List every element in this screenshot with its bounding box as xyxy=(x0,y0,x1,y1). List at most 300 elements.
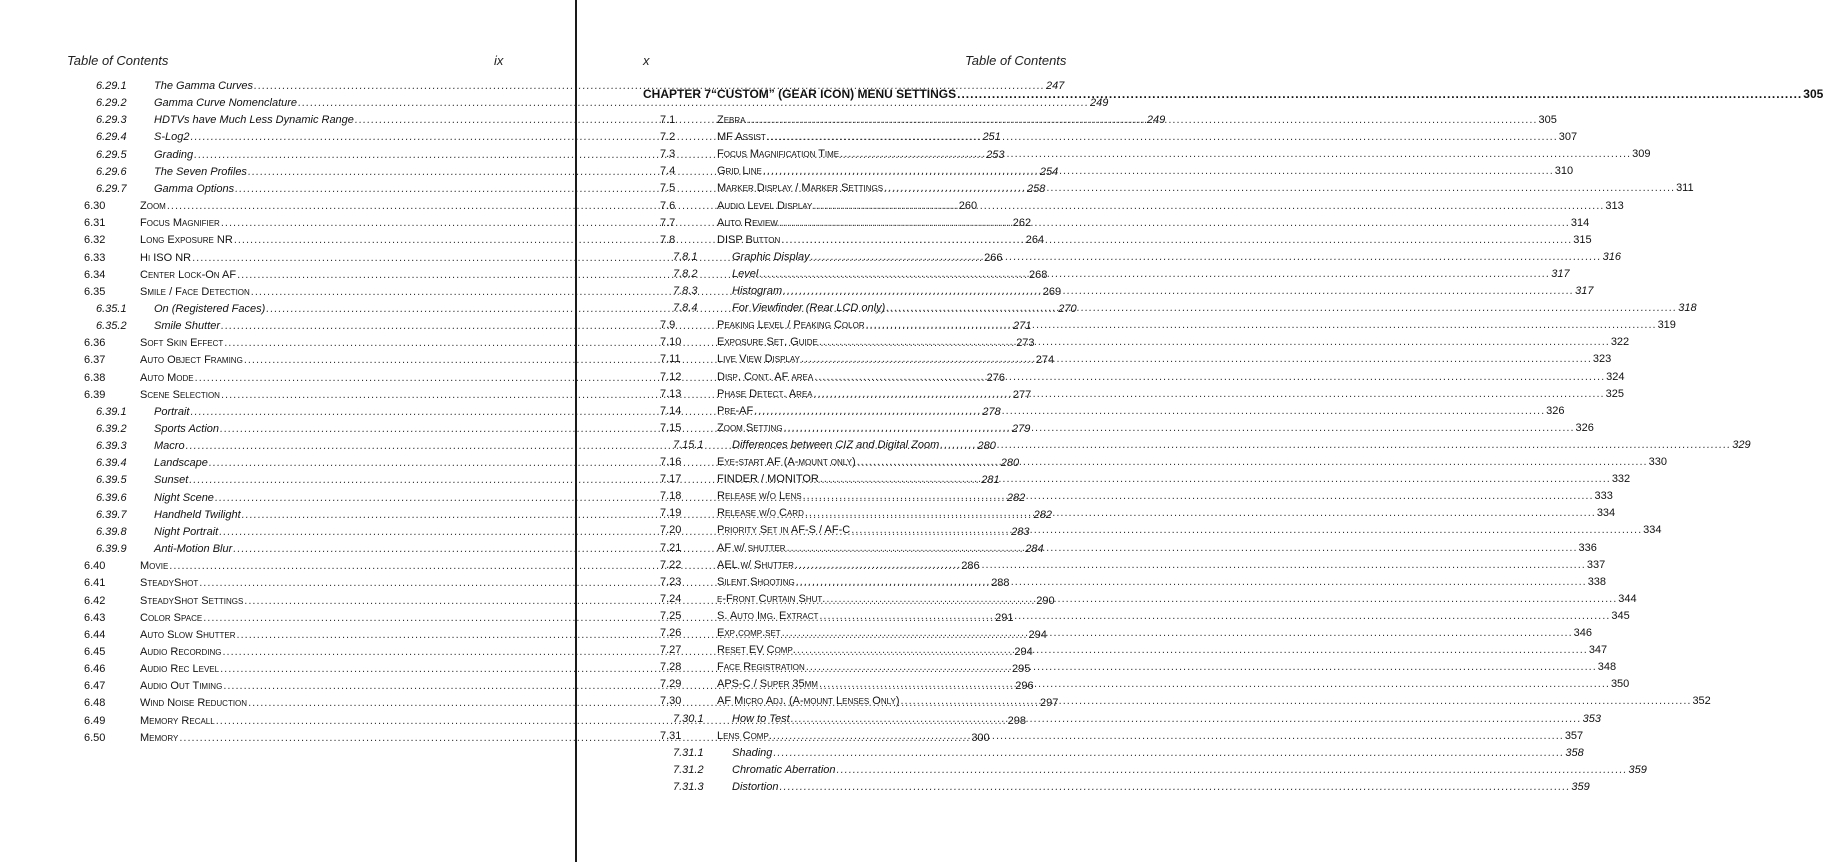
toc-entry-number: 7.14 xyxy=(660,404,682,417)
toc-entry[interactable] xyxy=(673,779,1590,796)
toc-entry-number: 6.29.5 xyxy=(96,148,127,161)
toc-entry-number: 6.29.2 xyxy=(96,97,127,110)
toc-entry-number: 6.41 xyxy=(84,577,106,590)
toc-entry[interactable] xyxy=(673,249,1621,266)
toc-entry-number: 6.35.1 xyxy=(96,302,127,315)
toc-entry-number: 6.39.3 xyxy=(96,440,127,453)
toc-entry-title: Memory xyxy=(140,731,179,744)
dot-leader xyxy=(851,522,1642,539)
toc-entry-title: HDTVs have Much Less Dynamic Range xyxy=(154,114,354,127)
toc-entry-page: 297 xyxy=(1040,697,1059,710)
toc-entry-title: Chromatic Aberration xyxy=(732,763,836,776)
dot-leader xyxy=(747,112,1538,129)
dot-leader xyxy=(857,454,1648,471)
toc-entry-title: Smile / Face Detection xyxy=(140,285,250,298)
toc-entry-title: Focus Magnification Time xyxy=(717,148,840,161)
toc-entry-number: 7.8.2 xyxy=(673,267,698,280)
dot-leader xyxy=(840,146,1631,163)
dot-leader xyxy=(754,403,1545,420)
toc-entry-page: 253 xyxy=(986,148,1005,161)
toc-entry-title: SteadyShot Settings xyxy=(140,594,244,607)
toc-entry-number: 7.27 xyxy=(660,644,682,657)
toc-entry-title: Anti-Motion Blur xyxy=(154,543,233,556)
toc-entry-number: 7.12 xyxy=(660,370,682,383)
toc-entry-title: APS-C / Super 35mm xyxy=(717,678,818,691)
toc-entry[interactable] xyxy=(660,386,1624,403)
toc-entry-title: Sunset xyxy=(154,474,189,487)
toc-entry-number: 6.42 xyxy=(84,594,106,607)
toc-entry-title: Night Scene xyxy=(154,491,214,504)
toc-entry-page: 316 xyxy=(1602,250,1621,263)
toc-entry-number: 6.39.2 xyxy=(96,423,127,435)
toc-entry[interactable] xyxy=(660,351,1612,368)
toc-entry-number: 7.26 xyxy=(660,627,682,639)
toc-entry[interactable] xyxy=(673,745,1584,762)
toc-entry-number: 6.50 xyxy=(84,731,106,744)
toc-entry-title: How to Test xyxy=(732,712,790,725)
toc-entry-page: 273 xyxy=(1016,337,1035,350)
toc-entry-page: 359 xyxy=(1571,780,1590,793)
toc-entry-page: 291 xyxy=(995,611,1014,624)
toc-entry-title: Audio Out Timing xyxy=(140,680,223,693)
toc-entry-page: 332 xyxy=(1611,473,1631,486)
toc-entry[interactable] xyxy=(660,659,1617,676)
toc-entry-page: 334 xyxy=(1643,524,1662,537)
toc-entry-page: 290 xyxy=(1036,594,1055,607)
toc-entry-number: 7.2 xyxy=(660,131,676,144)
toc-entry-title: SteadyShot xyxy=(140,577,199,590)
toc-entry-page: 294 xyxy=(1014,645,1033,658)
toc-entry-number: 7.7 xyxy=(660,216,676,229)
toc-entry-number: 7.31.2 xyxy=(673,763,704,776)
toc-entry-title: Distortion xyxy=(732,780,779,793)
dot-leader xyxy=(819,334,1610,351)
toc-entry-title: AEL w/ Shutter xyxy=(717,558,794,571)
toc-entry[interactable] xyxy=(660,488,1613,505)
toc-entry-title: Live View Display xyxy=(717,353,800,366)
dot-leader xyxy=(886,300,1677,317)
toc-entry-number: 6.32 xyxy=(84,234,106,247)
toc-entry-page: 280 xyxy=(977,440,996,453)
toc-entry-number: 7.8.1 xyxy=(673,250,698,263)
toc-entry[interactable] xyxy=(660,420,1594,437)
toc-entry[interactable] xyxy=(660,557,1606,574)
toc-entry-page: 358 xyxy=(1565,746,1584,759)
toc-entry-page: 269 xyxy=(1042,285,1062,298)
toc-entry-page: 254 xyxy=(1039,165,1059,178)
toc-entry-title: Night Portrait xyxy=(154,525,219,538)
toc-entry-number: 7.29 xyxy=(660,678,682,691)
toc-entry-number: 6.33 xyxy=(84,251,106,264)
dot-leader xyxy=(767,129,1558,146)
dot-leader xyxy=(787,540,1578,557)
toc-entry-page: 313 xyxy=(1605,199,1624,212)
toc-entry[interactable] xyxy=(660,198,1624,215)
toc-entry-number: 6.39.7 xyxy=(96,508,127,521)
toc-entry-page: 276 xyxy=(986,371,1005,384)
toc-entry-page: 286 xyxy=(961,560,980,573)
toc-entry-page: 295 xyxy=(1012,663,1031,676)
toc-entry[interactable] xyxy=(660,522,1662,539)
toc-entry-number: 6.34 xyxy=(84,268,106,281)
dot-leader xyxy=(795,557,1586,574)
toc-entry-number: 6.35 xyxy=(84,285,106,298)
dot-leader xyxy=(763,163,1554,180)
toc-entry-title: Movie xyxy=(140,560,169,573)
dot-leader xyxy=(782,625,1573,642)
toc-entry-title: Landscape xyxy=(154,457,208,470)
toc-entry-page: 305 xyxy=(1538,114,1557,126)
toc-entry[interactable] xyxy=(673,283,1594,300)
toc-entry-number: 6.45 xyxy=(84,645,106,658)
toc-entry-number: 7.17 xyxy=(660,473,682,486)
toc-entry-page: 298 xyxy=(1007,714,1027,727)
toc-entry-title: AF w/ shutter xyxy=(717,541,786,554)
toc-entry-title: Peaking Level / Peaking Color xyxy=(717,319,865,332)
toc-entry-title: Eye-start AF (A-mount only) xyxy=(717,456,856,468)
chapter-title: “CUSTOM” (GEAR ICON) MENU SETTINGS xyxy=(711,87,957,101)
toc-entry-title: Portrait xyxy=(154,405,190,418)
toc-entry[interactable] xyxy=(673,711,1601,728)
toc-entry-page: 315 xyxy=(1573,233,1592,246)
dot-leader xyxy=(806,659,1597,676)
toc-entry[interactable] xyxy=(660,591,1637,608)
toc-entry-title: Focus Magnifier xyxy=(140,217,220,230)
toc-entry-page: 333 xyxy=(1594,490,1613,503)
dot-leader xyxy=(773,745,1564,762)
toc-entry-title: AF Micro Adj. (A-mount Lenses Only) xyxy=(717,695,900,708)
toc-entry-number: 7.16 xyxy=(660,456,682,468)
dot-leader xyxy=(866,317,1657,334)
dot-leader xyxy=(781,232,1572,249)
toc-entry-number: 7.10 xyxy=(660,336,682,349)
toc-entry-number: 7.31.1 xyxy=(673,746,704,759)
toc-entry-number: 6.29.4 xyxy=(96,131,127,144)
toc-entry-number: 6.29.6 xyxy=(96,165,127,178)
toc-entry-title: Silent Shooting xyxy=(717,575,795,588)
toc-entry-page: 322 xyxy=(1610,336,1630,349)
toc-entry-number: 6.39.8 xyxy=(96,525,127,538)
toc-entry[interactable] xyxy=(660,454,1667,471)
dot-leader xyxy=(779,779,1570,796)
toc-entry-title: Zoom xyxy=(140,200,166,213)
toc-entry-title: Auto Review xyxy=(717,216,778,229)
toc-entry-page: 357 xyxy=(1564,729,1584,742)
toc-entry-number: 6.39.5 xyxy=(96,474,127,487)
toc-entry-number: 7.28 xyxy=(660,661,682,674)
toc-entry-number: 7.24 xyxy=(660,592,682,605)
toc-entry[interactable] xyxy=(660,403,1565,420)
dot-leader xyxy=(797,642,1588,659)
toc-entry-number: 6.35.2 xyxy=(96,320,127,333)
toc-entry-title: Release w/o Lens xyxy=(717,490,802,503)
toc-entry-number: 7.25 xyxy=(660,609,682,622)
toc-entry-page: 336 xyxy=(1578,541,1597,554)
dot-leader xyxy=(826,591,1617,608)
toc-entry-title: MF Assist xyxy=(717,131,766,144)
toc-entry-title: Level xyxy=(732,267,759,280)
toc-entry-page: 288 xyxy=(991,577,1010,590)
toc-entry-number: 6.29.3 xyxy=(96,114,127,127)
dot-leader xyxy=(957,87,1802,101)
toc-entry-title: Phase Detect. Area xyxy=(717,387,813,400)
toc-entry-number: 6.29.7 xyxy=(96,182,127,195)
toc-entry-page: 280 xyxy=(1000,457,1020,470)
toc-entry-number: 6.40 xyxy=(84,560,106,573)
toc-entry[interactable] xyxy=(660,540,1597,557)
toc-entry-number: 6.39.4 xyxy=(96,457,127,470)
chapter-number: CHAPTER 7 xyxy=(643,87,712,101)
toc-entry-number: 6.37 xyxy=(84,354,106,367)
toc-entry-page: 350 xyxy=(1610,678,1630,691)
dot-leader xyxy=(784,420,1575,437)
toc-entry-title: Audio Recording xyxy=(140,645,222,658)
toc-entry-number: 6.43 xyxy=(84,611,106,624)
toc-entry-title: Histogram xyxy=(732,285,783,297)
toc-entry-title: Zoom Setting xyxy=(717,421,783,434)
toc-entry-title: Soft Skin Effect xyxy=(140,337,224,350)
toc-entry-title: e-Front Curtain Shut. xyxy=(717,592,826,605)
toc-entry-title: FINDER / MONITOR xyxy=(717,473,819,486)
dot-leader xyxy=(814,369,1605,386)
toc-entry-number: 7.15.1 xyxy=(673,438,704,451)
toc-entry-page: 317 xyxy=(1551,267,1570,280)
toc-entry-number: 7.30 xyxy=(660,695,682,708)
toc-entry[interactable] xyxy=(660,625,1592,642)
toc-entry-number: 7.3 xyxy=(660,148,676,161)
toc-entry[interactable] xyxy=(660,728,1584,745)
toc-entry-title: Release w/o Card xyxy=(717,507,804,520)
toc-entry-page: 281 xyxy=(981,474,1000,487)
toc-entry-title: On (Registered Faces) xyxy=(154,302,266,315)
toc-entry-number: 7.11 xyxy=(660,353,681,366)
toc-entry-title: Gamma Options xyxy=(154,182,235,195)
toc-entry-title: Sports Action xyxy=(154,423,220,435)
toc-entry-title: Audio Rec Level xyxy=(140,663,220,676)
toc-entry-page: 345 xyxy=(1611,609,1630,622)
toc-entry-number: 6.49 xyxy=(84,714,106,727)
toc-entry-number: 7.31 xyxy=(660,729,682,742)
toc-entry-page: 317 xyxy=(1575,285,1594,297)
toc-entry-page: 314 xyxy=(1570,216,1590,229)
toc-entry-number: 7.13 xyxy=(660,387,682,400)
toc-entry-page: 338 xyxy=(1587,575,1607,588)
toc-entry[interactable] xyxy=(660,163,1574,180)
toc-entry-title: Priority Set in AF-S / AF-C xyxy=(717,524,851,537)
toc-entry-page: 323 xyxy=(1592,353,1612,366)
toc-entry-number: 7.9 xyxy=(660,319,676,332)
toc-entry-title: Color Space xyxy=(140,611,203,624)
toc-entry-title: Disp. Cont. AF area xyxy=(717,370,814,383)
toc-entry-number: 7.15 xyxy=(660,421,682,434)
toc-entry-page: 247 xyxy=(1045,80,1065,92)
toc-entry[interactable] xyxy=(96,95,1109,112)
toc-entry-page: 268 xyxy=(1029,268,1048,281)
toc-entry-page: 282 xyxy=(1006,491,1026,504)
toc-entry[interactable] xyxy=(660,180,1694,197)
toc-entry-page: 352 xyxy=(1692,695,1711,708)
toc-entry-page: 334 xyxy=(1596,507,1616,520)
toc-entry-title: Auto Object Framing xyxy=(140,354,243,367)
dot-leader xyxy=(837,762,1628,779)
toc-entry-title: Scene Selection xyxy=(140,388,220,401)
toc-entry-page: 324 xyxy=(1606,370,1625,383)
right-page-number: x xyxy=(643,53,650,68)
toc-entry[interactable] xyxy=(660,676,1630,693)
dot-leader xyxy=(884,180,1675,197)
chapter-page: 305 xyxy=(1803,87,1823,101)
toc-entry[interactable] xyxy=(660,369,1625,386)
toc-entry-number: 6.44 xyxy=(84,628,106,641)
toc-entry-number: 6.39.6 xyxy=(96,491,127,504)
toc-entry[interactable] xyxy=(660,232,1592,249)
toc-entry-number: 6.46 xyxy=(84,663,106,676)
toc-entry[interactable] xyxy=(660,215,1590,232)
toc-entry[interactable] xyxy=(660,471,1631,488)
toc-entry-number: 6.36 xyxy=(84,337,106,350)
toc-entry-number: 7.22 xyxy=(660,558,682,571)
dot-leader xyxy=(813,198,1604,215)
dot-leader xyxy=(783,283,1574,300)
toc-entry-page: 325 xyxy=(1605,387,1624,400)
toc-entry-title: Smile Shutter xyxy=(154,320,221,333)
toc-entry-title: Differences between CIZ and Digital Zoom xyxy=(732,438,940,451)
toc-entry-page: 307 xyxy=(1558,131,1578,144)
toc-entry-title: Macro xyxy=(154,440,185,453)
toc-entry-number: 7.8.3 xyxy=(673,285,698,297)
dot-leader xyxy=(900,693,1691,710)
toc-entry-page: 279 xyxy=(1011,423,1031,435)
toc-entry-page: 329 xyxy=(1732,438,1751,451)
toc-entry-number: 7.31.3 xyxy=(673,780,704,793)
page-divider xyxy=(575,0,577,862)
toc-entry[interactable] xyxy=(673,266,1570,283)
dot-leader xyxy=(811,249,1602,266)
toc-entry[interactable] xyxy=(660,574,1607,591)
toc-entry-title: Wind Noise Reduction xyxy=(140,697,248,710)
dot-leader xyxy=(791,711,1582,728)
toc-entry-title: Long Exposure NR xyxy=(140,234,233,247)
toc-entry[interactable] xyxy=(673,762,1647,779)
toc-entry-page: 359 xyxy=(1628,763,1647,776)
toc-entry-page: 346 xyxy=(1573,627,1592,639)
toc-entry[interactable] xyxy=(673,437,1751,454)
toc-entry-page: 264 xyxy=(1025,234,1045,247)
toc-entry-title: Exposure Set. Guide xyxy=(717,336,818,349)
toc-entry-page: 330 xyxy=(1648,456,1667,468)
toc-entry-title: Shading xyxy=(732,746,773,759)
toc-entry-title: Hi ISO NR xyxy=(140,251,192,264)
toc-entry-number: 7.6 xyxy=(660,199,676,212)
left-running-header-title: Table of Contents xyxy=(67,53,169,68)
toc-entry-number: 6.39.1 xyxy=(96,405,127,418)
toc-entry-page: 271 xyxy=(1012,320,1032,333)
toc-entry-page: 309 xyxy=(1632,148,1651,161)
toc-entry[interactable] xyxy=(660,608,1630,625)
toc-entry-page: 294 xyxy=(1028,628,1047,641)
toc-entry-title: Auto Slow Shutter xyxy=(140,628,236,641)
toc-entry-page: 249 xyxy=(1146,114,1166,127)
toc-entry-title: For Viewfinder (Rear LCD only) xyxy=(732,302,886,315)
toc-entry-number: 7.4 xyxy=(660,165,676,178)
toc-entry[interactable] xyxy=(660,505,1616,522)
toc-entry-number: 6.38 xyxy=(84,371,106,384)
toc-entry-title: Grading xyxy=(154,148,194,161)
toc-entry-title: Auto Mode xyxy=(140,371,194,384)
toc-entry-page: 249 xyxy=(1090,97,1109,110)
toc-entry-number: 7.1 xyxy=(660,114,676,126)
toc-entry-page: 282 xyxy=(1033,508,1052,521)
toc-entry-title: S. Auto Img. Extract xyxy=(717,609,819,622)
toc-entry-title: Pre-AF xyxy=(717,404,754,417)
toc-entry-page: 337 xyxy=(1586,558,1606,571)
toc-entry-number: 7.21 xyxy=(660,541,682,554)
toc-entry-page: 318 xyxy=(1678,302,1697,315)
dot-leader xyxy=(820,471,1611,488)
dot-leader xyxy=(796,574,1587,591)
toc-entry[interactable] xyxy=(660,693,1711,710)
toc-entry-number: 7.18 xyxy=(660,490,682,503)
dot-leader xyxy=(819,608,1610,625)
dot-leader xyxy=(759,266,1550,283)
toc-entry-page: 284 xyxy=(1025,543,1044,556)
toc-entry-number: 7.8 xyxy=(660,233,676,246)
toc-entry-page: 319 xyxy=(1657,319,1676,332)
toc-entry-page: 353 xyxy=(1582,712,1601,725)
toc-entry-page: 262 xyxy=(1012,217,1032,230)
toc-entry-page: 258 xyxy=(1027,182,1046,195)
toc-entry-title: Lens Comp. xyxy=(717,729,772,742)
toc-entry[interactable] xyxy=(660,146,1651,163)
toc-entry-number: 6.47 xyxy=(84,680,106,693)
toc-entry-page: 283 xyxy=(1011,525,1030,538)
toc-entry-title: Grid Line xyxy=(717,165,762,178)
dot-leader xyxy=(801,351,1592,368)
toc-entry-number: 6.39.9 xyxy=(96,543,127,556)
toc-entry-title: Center Lock-On AF xyxy=(140,268,237,281)
toc-entry-page: 277 xyxy=(1012,388,1032,401)
toc-entry-title: Marker Display / Marker Settings xyxy=(717,182,884,195)
toc-entry-page: 296 xyxy=(1015,680,1034,693)
toc-entry[interactable] xyxy=(660,129,1578,146)
toc-entry-page: 310 xyxy=(1554,165,1574,178)
right-running-header-title: Table of Contents xyxy=(965,53,1067,68)
toc-entry-title: Face Registration xyxy=(717,661,805,674)
toc-entry[interactable] xyxy=(660,317,1676,334)
dot-leader xyxy=(773,728,1564,745)
toc-entry-title: Audio Level Display xyxy=(717,199,813,212)
toc-entry[interactable] xyxy=(660,334,1630,351)
toc-entry-number: 7.20 xyxy=(660,524,682,537)
toc-entry-page: 348 xyxy=(1597,661,1617,674)
toc-entry-number: 7.30.1 xyxy=(673,712,704,725)
toc-entry-page: 326 xyxy=(1546,404,1565,417)
toc-entry-number: 6.31 xyxy=(84,217,106,230)
dot-leader xyxy=(814,386,1605,403)
left-page-number: ix xyxy=(494,53,504,68)
toc-entry-number: 6.29.1 xyxy=(96,80,127,92)
toc-entry[interactable] xyxy=(660,642,1608,659)
toc-entry-title: Memory Recall xyxy=(140,714,215,727)
toc-entry-title: The Gamma Curves xyxy=(154,80,254,92)
toc-entry-page: 266 xyxy=(984,251,1003,264)
toc-entry-number: 7.5 xyxy=(660,182,676,195)
toc-entry-number: 6.39 xyxy=(84,388,106,401)
dot-leader xyxy=(819,676,1610,693)
toc-entry-number: 6.30 xyxy=(84,200,106,213)
toc-entry-page: 251 xyxy=(982,131,1001,144)
toc-entry-title: DISP Button xyxy=(717,233,781,246)
